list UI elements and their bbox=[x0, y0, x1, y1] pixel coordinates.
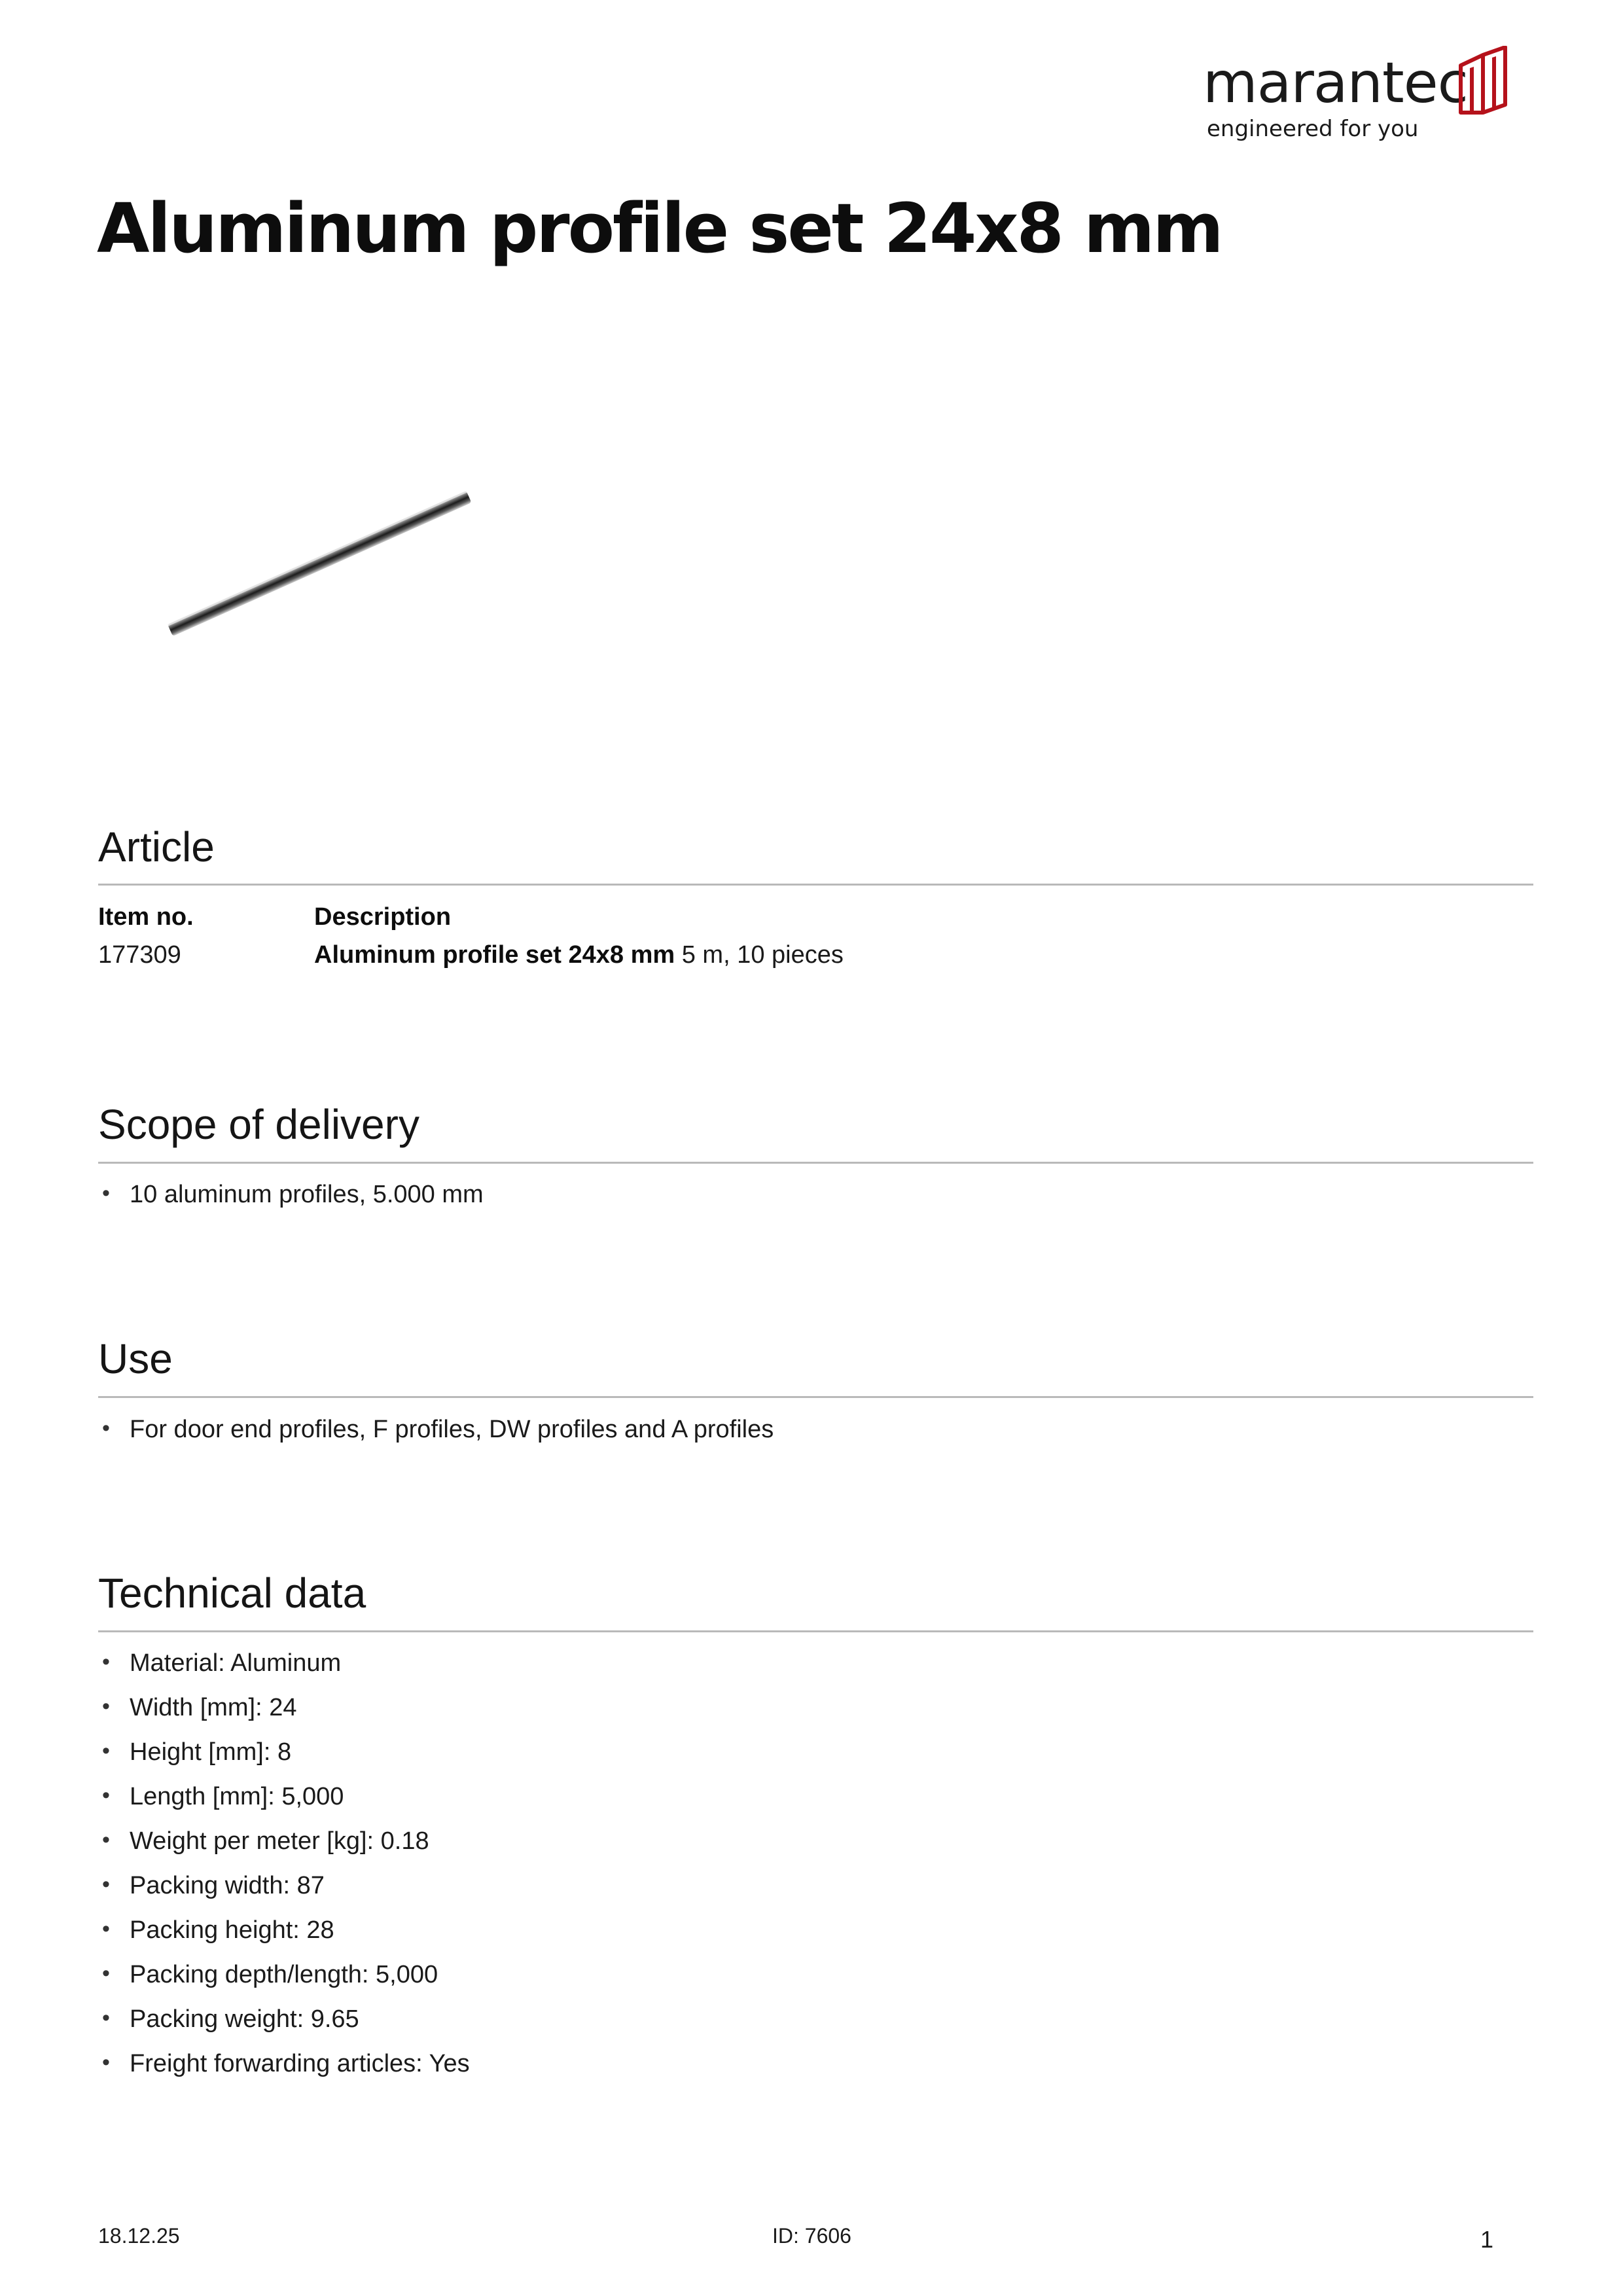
list-item: • Weight per meter [kg]: 0.18 bbox=[98, 1829, 470, 1873]
list-item: • Material: Aluminum bbox=[98, 1651, 470, 1695]
footer-document-id: ID: 7606 bbox=[772, 2224, 851, 2248]
use-heading: Use bbox=[98, 1335, 173, 1382]
page-title: Aluminum profile set 24x8 mm bbox=[97, 188, 1222, 268]
article-description bbox=[314, 942, 844, 967]
list-item: • Freight forwarding articles: Yes bbox=[98, 2051, 470, 2096]
marantec-logo bbox=[1203, 41, 1510, 152]
article-heading: Article bbox=[98, 823, 215, 870]
list-item: • For door end profiles, F profiles, DW profiles and A profiles bbox=[98, 1417, 774, 1462]
column-header-item-no: Item no. bbox=[98, 903, 194, 931]
scope-of-delivery-list bbox=[98, 1182, 484, 1227]
list-item: • Packing width: 87 bbox=[98, 1873, 470, 1918]
aluminum-profile-rod-image bbox=[157, 481, 478, 645]
list-item: • Height [mm]: 8 bbox=[98, 1740, 470, 1784]
scope-of-delivery-heading: Scope of delivery bbox=[98, 1101, 419, 1148]
list-item: • 10 aluminum profiles, 5.000 mm bbox=[98, 1182, 484, 1227]
use-divider bbox=[98, 1396, 1533, 1398]
article-divider bbox=[98, 884, 1533, 886]
article-item-no: 177309 bbox=[98, 941, 181, 969]
list-item: • Packing weight: 9.65 bbox=[98, 2007, 470, 2051]
list-item: • Packing height: 28 bbox=[98, 1918, 470, 1962]
footer-date: 18.12.25 bbox=[98, 2224, 180, 2248]
footer-page-number: 1 bbox=[1480, 2226, 1494, 2253]
list-item: • Length [mm]: 5,000 bbox=[98, 1784, 470, 1829]
technical-data-divider bbox=[98, 1630, 1533, 1632]
article-details: 5 m, 10 pieces bbox=[681, 941, 844, 969]
column-header-description: Description bbox=[314, 903, 452, 931]
list-item: • Packing depth/length: 5,000 bbox=[98, 1962, 470, 2007]
brand-name: marantec bbox=[1203, 50, 1468, 116]
list-item: • Width [mm]: 24 bbox=[98, 1695, 470, 1740]
scope-divider bbox=[98, 1162, 1533, 1164]
door-logo-icon bbox=[1457, 46, 1509, 118]
use-list bbox=[98, 1417, 774, 1462]
technical-data-list bbox=[98, 1651, 470, 2096]
article-name: Aluminum profile set 24x8 mm bbox=[314, 941, 675, 969]
technical-data-heading: Technical data bbox=[98, 1570, 366, 1617]
brand-tagline: engineered for you bbox=[1207, 116, 1419, 142]
